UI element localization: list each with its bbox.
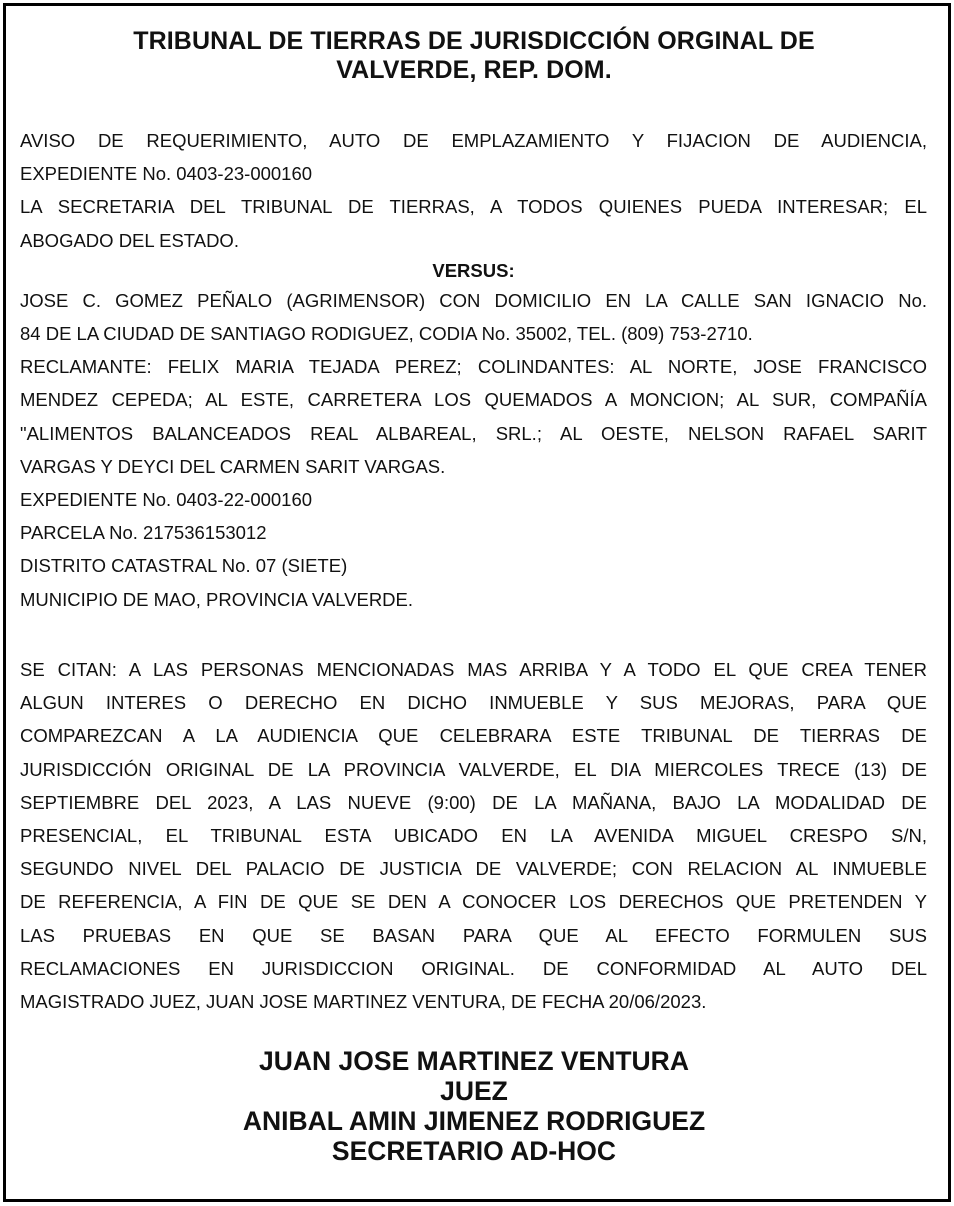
parties-line: VARGAS Y DEYCI DEL CARMEN SARIT VARGAS. [20, 455, 446, 477]
secretary-title: SECRETARIO AD-HOC [331, 1136, 617, 1166]
citation-line: ALGUN INTERES O DERECHO EN DICHO INMUEBLE Y SUS MEJORAS, PARA QUE [20, 692, 927, 714]
citation-line: SEPTIEMBRE DEL 2023, A LAS NUEVE (9:00) DE LA MAÑANA, BAJO LA MODALIDAD DE [20, 791, 927, 813]
citation-line: PRESENCIAL, EL TRIBUNAL ESTA UBICADO EN LA AVENIDA MIGUEL CRESPO S/N, [20, 825, 927, 847]
signature-block [20, 1046, 928, 1166]
parcela-line: PARCELA No. 217536153012 [20, 522, 267, 544]
citation-line: COMPAREZCAN A LA AUDIENCIA QUE CELEBRARA ESTE TRIBUNAL DE TIERRAS DE [20, 725, 927, 747]
judge-title: JUEZ [440, 1076, 508, 1106]
parties-line: RECLAMANTE: FELIX MARIA TEJADA PEREZ; COLINDANTES: AL NORTE, JOSE FRANCISCO [20, 356, 927, 378]
parties-line: 84 DE LA CIUDAD DE SANTIAGO RODIGUEZ, CODIA No. 35002, TEL. (809) 753-2710. [20, 323, 753, 345]
notice-title [20, 27, 928, 85]
citation-line: JURISDICCIÓN ORIGINAL DE LA PROVINCIA VALVERDE, EL DIA MIERCOLES TRECE (13) DE [20, 758, 927, 780]
citation-line: MAGISTRADO JUEZ, JUAN JOSE MARTINEZ VENTURA, DE FECHA 20/06/2023. [20, 991, 707, 1013]
judge-name: JUAN JOSE MARTINEZ VENTURA [259, 1046, 689, 1076]
municipio-line: MUNICIPIO DE MAO, PROVINCIA VALVERDE. [20, 588, 414, 610]
title-line-2: VALVERDE, REP. DOM. [336, 56, 612, 84]
notice-line: LA SECRETARIA DEL TRIBUNAL DE TIERRAS, A TODOS QUIENES PUEDA INTERESAR; EL [20, 196, 927, 218]
notice-line: EXPEDIENTE No. 0403-23-000160 [20, 163, 313, 185]
notice-line: AVISO DE REQUERIMIENTO, AUTO DE EMPLAZAMIENTO Y FIJACION DE AUDIENCIA, [20, 130, 927, 151]
notice-header-block [20, 124, 927, 616]
title-line-1: TRIBUNAL DE TIERRAS DE JURISDICCIÓN ORGINAL DE [133, 27, 815, 55]
secretary-name: ANIBAL AMIN JIMENEZ RODRIGUEZ [242, 1106, 706, 1136]
citation-line: LAS PRUEBAS EN QUE SE BASAN PARA QUE AL EFECTO FORMULEN SUS [20, 924, 927, 946]
citation-line: SE CITAN: A LAS PERSONAS MENCIONADAS MAS ARRIBA Y A TODO EL QUE CREA TENER [20, 659, 927, 680]
distrito-line: DISTRITO CATASTRAL No. 07 (SIETE) [20, 555, 348, 577]
parties-line: "ALIMENTOS BALANCEADOS REAL ALBAREAL, SRL.; AL OESTE, NELSON RAFAEL SARIT [20, 422, 927, 444]
citation-line: RECLAMACIONES EN JURISDICCION ORIGINAL. DE CONFORMIDAD AL AUTO DEL [20, 957, 927, 979]
notice-line: ABOGADO DEL ESTADO. [20, 229, 239, 251]
parties-line: JOSE C. GOMEZ PEÑALO (AGRIMENSOR) CON DOMICILIO EN LA CALLE SAN IGNACIO No. [20, 289, 927, 311]
parties-line: MENDEZ CEPEDA; AL ESTE, CARRETERA LOS QUEMADOS A MONCION; AL SUR, COMPAÑÍA [20, 389, 927, 411]
expediente-line: EXPEDIENTE No. 0403-22-000160 [20, 489, 313, 511]
versus-heading: VERSUS: [432, 259, 515, 281]
citation-line: SEGUNDO NIVEL DEL PALACIO DE JUSTICIA DE VALVERDE; CON RELACION AL INMUEBLE [20, 858, 927, 880]
citation-line: DE REFERENCIA, A FIN DE QUE SE DEN A CONOCER LOS DERECHOS QUE PRETENDEN Y [20, 891, 927, 913]
citation-block [20, 653, 927, 1018]
